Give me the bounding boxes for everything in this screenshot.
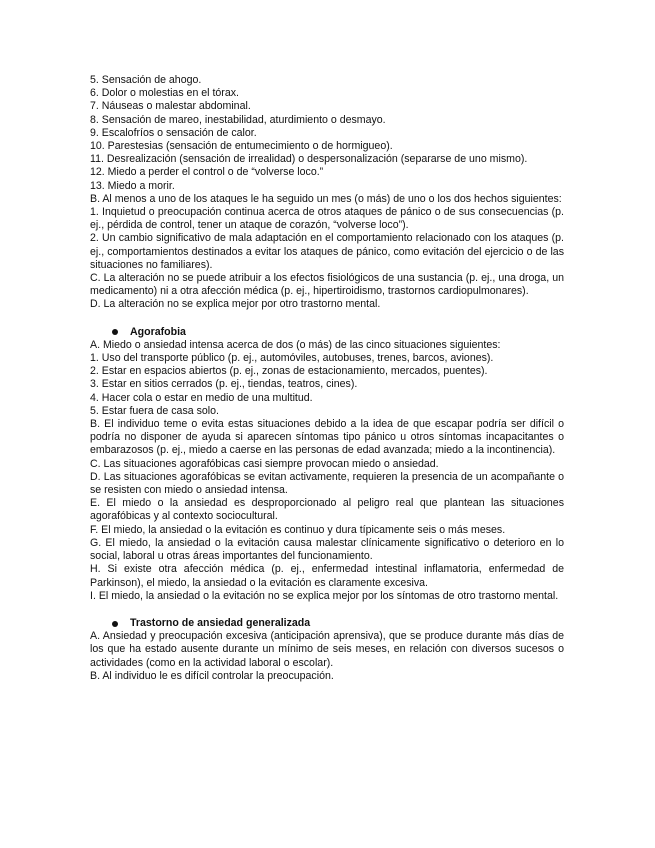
criterion-9: 9. Escalofríos o sensación de calor. (90, 126, 257, 139)
agorafobia-criterion: 1. Uso del transporte público (p. ej., automóviles, autobuses, trenes, barcos, aviones). (90, 352, 494, 365)
agorafobia-criterion: F. El miedo, la ansiedad o la evitación es continuo y dura típicamente seis o más meses. (90, 523, 506, 536)
criterion-c: C. La alteración no se puede atribuir a los efectos fisiológicos de una sustancia (p. ej., una droga, un medicamento) ni a otra afección médica (p. ej., hipertiroidismo, trastornos cardiopulmonares). (90, 272, 564, 298)
tag-title: Trastorno de ansiedad generalizada (130, 616, 311, 629)
agorafobia-criterion: A. Miedo o ansiedad intensa acerca de dos (o más) de las cinco situaciones siguientes: (90, 338, 501, 351)
agorafobia-criterion: D. Las situaciones agorafóbicas se evitan activamente, requieren la presencia de un acompañante o se resisten con miedo o ansiedad intensa. (90, 470, 564, 497)
tag-heading (90, 617, 564, 630)
criterion-b: B. Al menos a uno de los ataques le ha seguido un mes (o más) de uno o los dos hechos siguientes: (90, 192, 562, 205)
criterion-b-2: 2. Un cambio significativo de mala adaptación en el comportamiento relacionado con los ataques (p. ej., comportamientos destinados a evitar los ataques de pánico, como evitación del ejercicio o de las situaciones no familiares). (90, 232, 564, 271)
document-page (90, 74, 564, 683)
agorafobia-criterion: E. El miedo o la ansiedad es desproporcionado al peligro real que plantean las situaciones agorafóbicas y al contexto sociocultural. (90, 497, 564, 523)
agorafobia-heading (90, 326, 564, 339)
criterion-d: D. La alteración no se explica mejor por otro trastorno mental. (90, 298, 381, 311)
tag-section (90, 617, 564, 683)
agorafobia-criterion: B. El individuo teme o evita estas situaciones debido a la idea de que escapar podría ser difícil o podría no disponer de ayuda si aparecen síntomas tipo pánico u otros síntomas incapacitantes o embarazosos (p. ej., miedo a caerse en las personas de edad avanzada; miedo a la incontinencia). (90, 418, 564, 457)
agorafobia-criterion: 5. Estar fuera de casa solo. (90, 404, 219, 417)
tag-criterion: B. Al individuo le es difícil controlar la preocupación. (90, 669, 334, 682)
bullet-icon (112, 621, 118, 627)
criterion-6: 6. Dolor o molestias en el tórax. (90, 87, 239, 100)
criterion-10: 10. Parestesias (sensación de entumecimiento o de hormigueo). (90, 140, 393, 153)
agorafobia-criterion: H. Si existe otra afección médica (p. ej., enfermedad intestinal inflamatoria, enfermedad de Parkinson), el miedo, la ansiedad o la evitación es claramente excesiva. (90, 563, 564, 589)
agorafobia-title: Agorafobia (130, 325, 186, 338)
criterion-13: 13. Miedo a morir. (90, 179, 175, 192)
criterion-8: 8. Sensación de mareo, inestabilidad, aturdimiento o desmayo. (90, 113, 386, 126)
agorafobia-criterion: I. El miedo, la ansiedad o la evitación no se explica mejor por los síntomas de otro trastorno mental. (90, 589, 559, 602)
agorafobia-criterion: 3. Estar en sitios cerrados (p. ej., tiendas, teatros, cines). (90, 378, 358, 391)
criterion-11: 11. Desrealización (sensación de irrealidad) o despersonalización (separarse de uno mismo). (90, 153, 528, 166)
agorafobia-criterion: G. El miedo, la ansiedad o la evitación causa malestar clínicamente significativo o deterioro en lo social, laboral u otras áreas importantes del funcionamiento. (90, 536, 564, 563)
agorafobia-section (90, 326, 564, 603)
agorafobia-criterion: 4. Hacer cola o estar en medio de una multitud. (90, 391, 313, 404)
agorafobia-criterion: C. Las situaciones agorafóbicas casi siempre provocan miedo o ansiedad. (90, 457, 439, 470)
criterion-5: 5. Sensación de ahogo. (90, 74, 202, 86)
criterion-12: 12. Miedo a perder el control o de “volverse loco.” (90, 166, 324, 179)
bullet-icon (112, 329, 118, 335)
criterion-7: 7. Náuseas o malestar abdominal. (90, 100, 251, 113)
tag-criterion: A. Ansiedad y preocupación excesiva (anticipación aprensiva), que se produce durante más días de los que ha estado ausente durante un mínimo de seis meses, en relación con diversos sucesos o actividades (como en la actividad laboral o escolar). (90, 630, 564, 669)
criterion-b-1: 1. Inquietud o preocupación continua acerca de otros ataques de pánico o de sus consecuencias (p. ej., pérdida de control, tener un ataque de corazón, “volverse loco”). (90, 206, 564, 232)
agorafobia-criterion: 2. Estar en espacios abiertos (p. ej., zonas de estacionamiento, mercados, puentes). (90, 365, 488, 378)
panic-criteria-continued (90, 74, 564, 312)
